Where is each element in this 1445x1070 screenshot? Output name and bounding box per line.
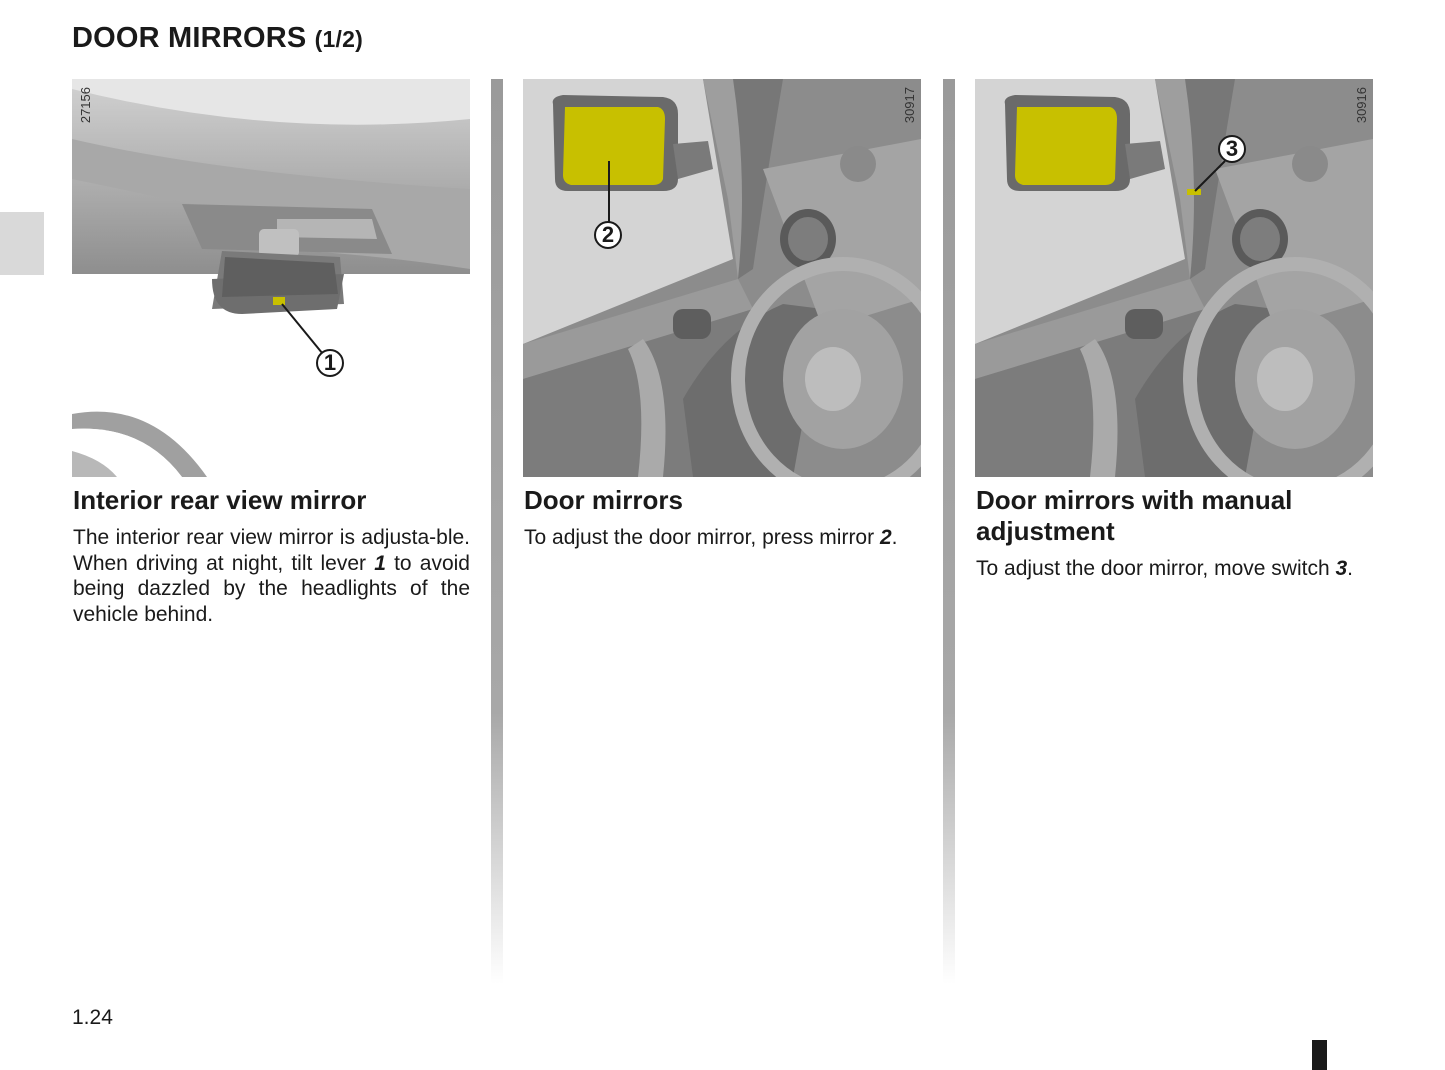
section-heading: Door mirrors <box>524 485 683 515</box>
section-body <box>73 525 470 627</box>
page-corner-mark <box>1312 1040 1327 1070</box>
callout-3: 3 <box>1218 135 1246 163</box>
body-text-part: To adjust the door mirror, press mirror <box>524 526 880 549</box>
door-mirror-drawing <box>523 79 921 477</box>
door-mirror-illustration <box>523 79 921 477</box>
body-text-part: To adjust the door mirror, move switch <box>976 557 1336 580</box>
body-text-part: The interior rear view mirror is adjusta-ble. When driving at night, tilt lever <box>73 526 470 575</box>
figure-code: 30916 <box>1354 87 1369 124</box>
section-body <box>524 525 921 551</box>
body-text-part: . <box>891 526 898 549</box>
column-divider <box>943 79 955 984</box>
body-text-part: . <box>1347 557 1354 580</box>
page-title <box>72 22 363 55</box>
callout-1: 1 <box>316 349 344 377</box>
interior-mirror-illustration <box>72 79 470 477</box>
part-reference: 3 <box>1335 557 1348 580</box>
section-heading: Interior rear view mirror <box>73 485 367 515</box>
figure-code: 30917 <box>902 87 917 124</box>
column-door-mirrors <box>523 79 921 551</box>
figure-code: 27156 <box>78 87 93 124</box>
body-text-part: to avoid being dazzled by the headlights of the vehicle behind. <box>73 551 470 626</box>
page-title-main: DOOR MIRRORS <box>72 22 307 54</box>
section-heading: Door mirrors with manual adjustment <box>976 485 1293 546</box>
part-reference: 2 <box>879 526 892 549</box>
column-manual-door-mirrors <box>975 79 1373 582</box>
part-reference: 1 <box>374 551 386 575</box>
manual-door-mirror-illustration <box>975 79 1373 477</box>
page-number: 1.24 <box>72 1006 113 1029</box>
section-side-tab <box>0 212 44 275</box>
column-divider <box>491 79 503 984</box>
page-title-suffix: (1/2) <box>314 26 363 52</box>
section-body <box>976 556 1373 582</box>
manual-door-mirror-drawing <box>975 79 1373 477</box>
column-interior-mirror <box>72 79 470 627</box>
interior-mirror-drawing <box>72 79 470 477</box>
callout-2: 2 <box>594 221 622 249</box>
